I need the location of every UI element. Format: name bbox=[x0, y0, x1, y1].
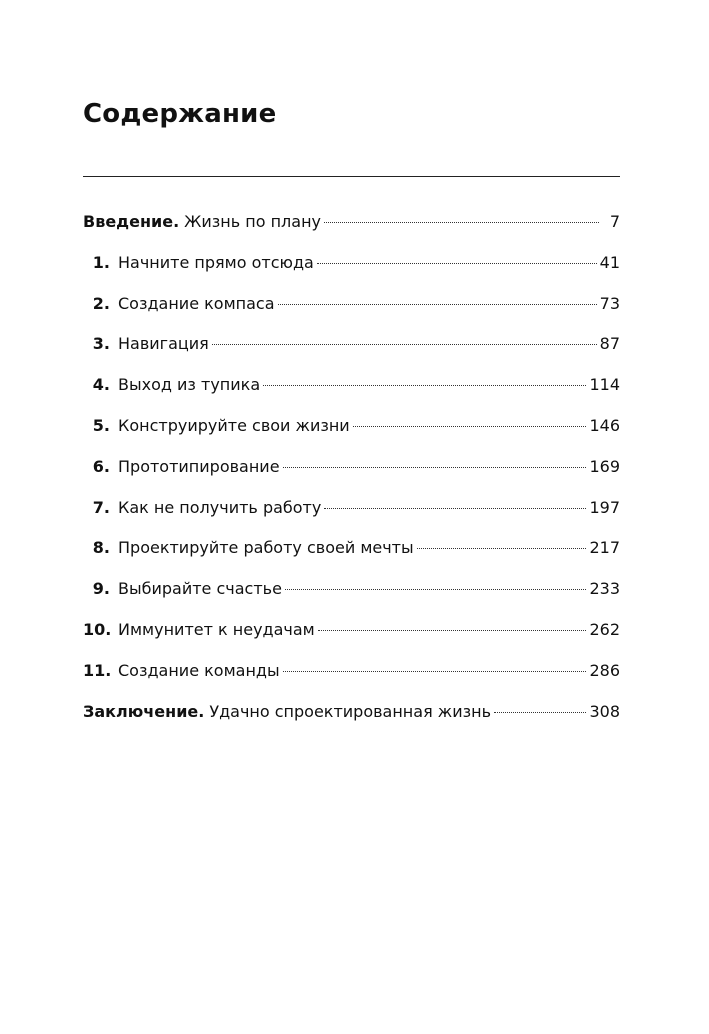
chapter-title: Навигация bbox=[118, 334, 209, 354]
chapter-title: Иммунитет к неудачам bbox=[118, 619, 315, 639]
dot-leader bbox=[283, 671, 587, 672]
dot-leader bbox=[353, 426, 587, 427]
chapter-number: 4. bbox=[92, 375, 110, 395]
chapter-page-number: 146 bbox=[589, 415, 620, 435]
chapter-title: Начните прямо отсюда bbox=[118, 252, 314, 272]
chapter-number: 1. bbox=[92, 252, 110, 272]
chapter-title: Конструируйте свои жизни bbox=[118, 415, 350, 435]
chapter-page-number: 114 bbox=[589, 375, 620, 395]
chapter-page-number: 169 bbox=[589, 456, 620, 476]
page-title: Содержание bbox=[83, 99, 277, 129]
chapter-title: Как не получить работу bbox=[118, 497, 322, 517]
introduction-title: Жизнь по плану bbox=[184, 212, 322, 231]
chapter-number: 2. bbox=[92, 293, 110, 313]
toc-entry-chapter-5[interactable] bbox=[83, 406, 620, 447]
dot-leader bbox=[212, 344, 597, 345]
chapter-number: 3. bbox=[92, 334, 110, 354]
dot-leader bbox=[324, 508, 586, 509]
conclusion-title: Удачно спроектированная жизнь bbox=[209, 701, 491, 721]
chapter-page-number: 262 bbox=[589, 619, 620, 639]
chapter-page-number: 286 bbox=[589, 660, 620, 680]
chapter-page-number: 233 bbox=[589, 579, 620, 599]
introduction-label: Введение. bbox=[83, 212, 180, 231]
toc-entry-chapter-6[interactable] bbox=[83, 447, 620, 488]
chapter-number: 6. bbox=[92, 456, 110, 476]
chapter-number: 10. bbox=[83, 619, 112, 639]
chapter-number: 11. bbox=[83, 660, 112, 680]
dot-leader bbox=[285, 589, 587, 590]
chapter-title: Создание команды bbox=[118, 660, 280, 680]
toc-entry-chapter-8[interactable] bbox=[83, 528, 620, 569]
dot-leader bbox=[494, 712, 586, 713]
dot-leader bbox=[278, 304, 597, 305]
toc-entry-conclusion[interactable] bbox=[83, 692, 620, 733]
chapter-page-number: 217 bbox=[589, 538, 620, 558]
toc-entry-chapter-2[interactable] bbox=[83, 284, 620, 325]
dot-leader bbox=[324, 222, 599, 223]
toc-entry-chapter-11[interactable] bbox=[83, 651, 620, 692]
toc-entry-chapter-9[interactable] bbox=[83, 569, 620, 610]
chapter-page-number: 197 bbox=[589, 497, 620, 517]
chapter-title: Прототипирование bbox=[118, 456, 280, 476]
toc-entry-introduction[interactable] bbox=[83, 202, 620, 243]
chapter-number: 5. bbox=[92, 415, 110, 435]
chapter-title: Выбирайте счастье bbox=[118, 579, 282, 599]
chapter-page-number: 73 bbox=[599, 293, 620, 313]
dot-leader bbox=[417, 548, 587, 549]
dot-leader bbox=[318, 630, 587, 631]
toc-entry-chapter-3[interactable] bbox=[83, 324, 620, 365]
dot-leader bbox=[263, 385, 586, 386]
title-divider bbox=[83, 176, 620, 177]
introduction-page-number: 7 bbox=[609, 212, 620, 231]
conclusion-label: Заключение. bbox=[83, 701, 205, 721]
chapter-number: 7. bbox=[92, 497, 110, 517]
dot-leader bbox=[317, 263, 597, 264]
toc-entry-chapter-4[interactable] bbox=[83, 365, 620, 406]
conclusion-page-number: 308 bbox=[589, 701, 620, 721]
table-of-contents bbox=[83, 202, 620, 732]
chapter-title: Выход из тупика bbox=[118, 375, 261, 395]
toc-entry-chapter-7[interactable] bbox=[83, 488, 620, 529]
chapter-title: Проектируйте работу своей мечты bbox=[118, 538, 414, 558]
toc-entry-chapter-1[interactable] bbox=[83, 243, 620, 284]
toc-entry-chapter-10[interactable] bbox=[83, 610, 620, 651]
chapter-page-number: 87 bbox=[599, 334, 620, 354]
chapter-page-number: 41 bbox=[599, 252, 620, 272]
chapter-number: 9. bbox=[92, 579, 110, 599]
dot-leader bbox=[283, 467, 587, 468]
chapter-title: Создание компаса bbox=[118, 293, 275, 313]
chapter-number: 8. bbox=[92, 538, 110, 558]
